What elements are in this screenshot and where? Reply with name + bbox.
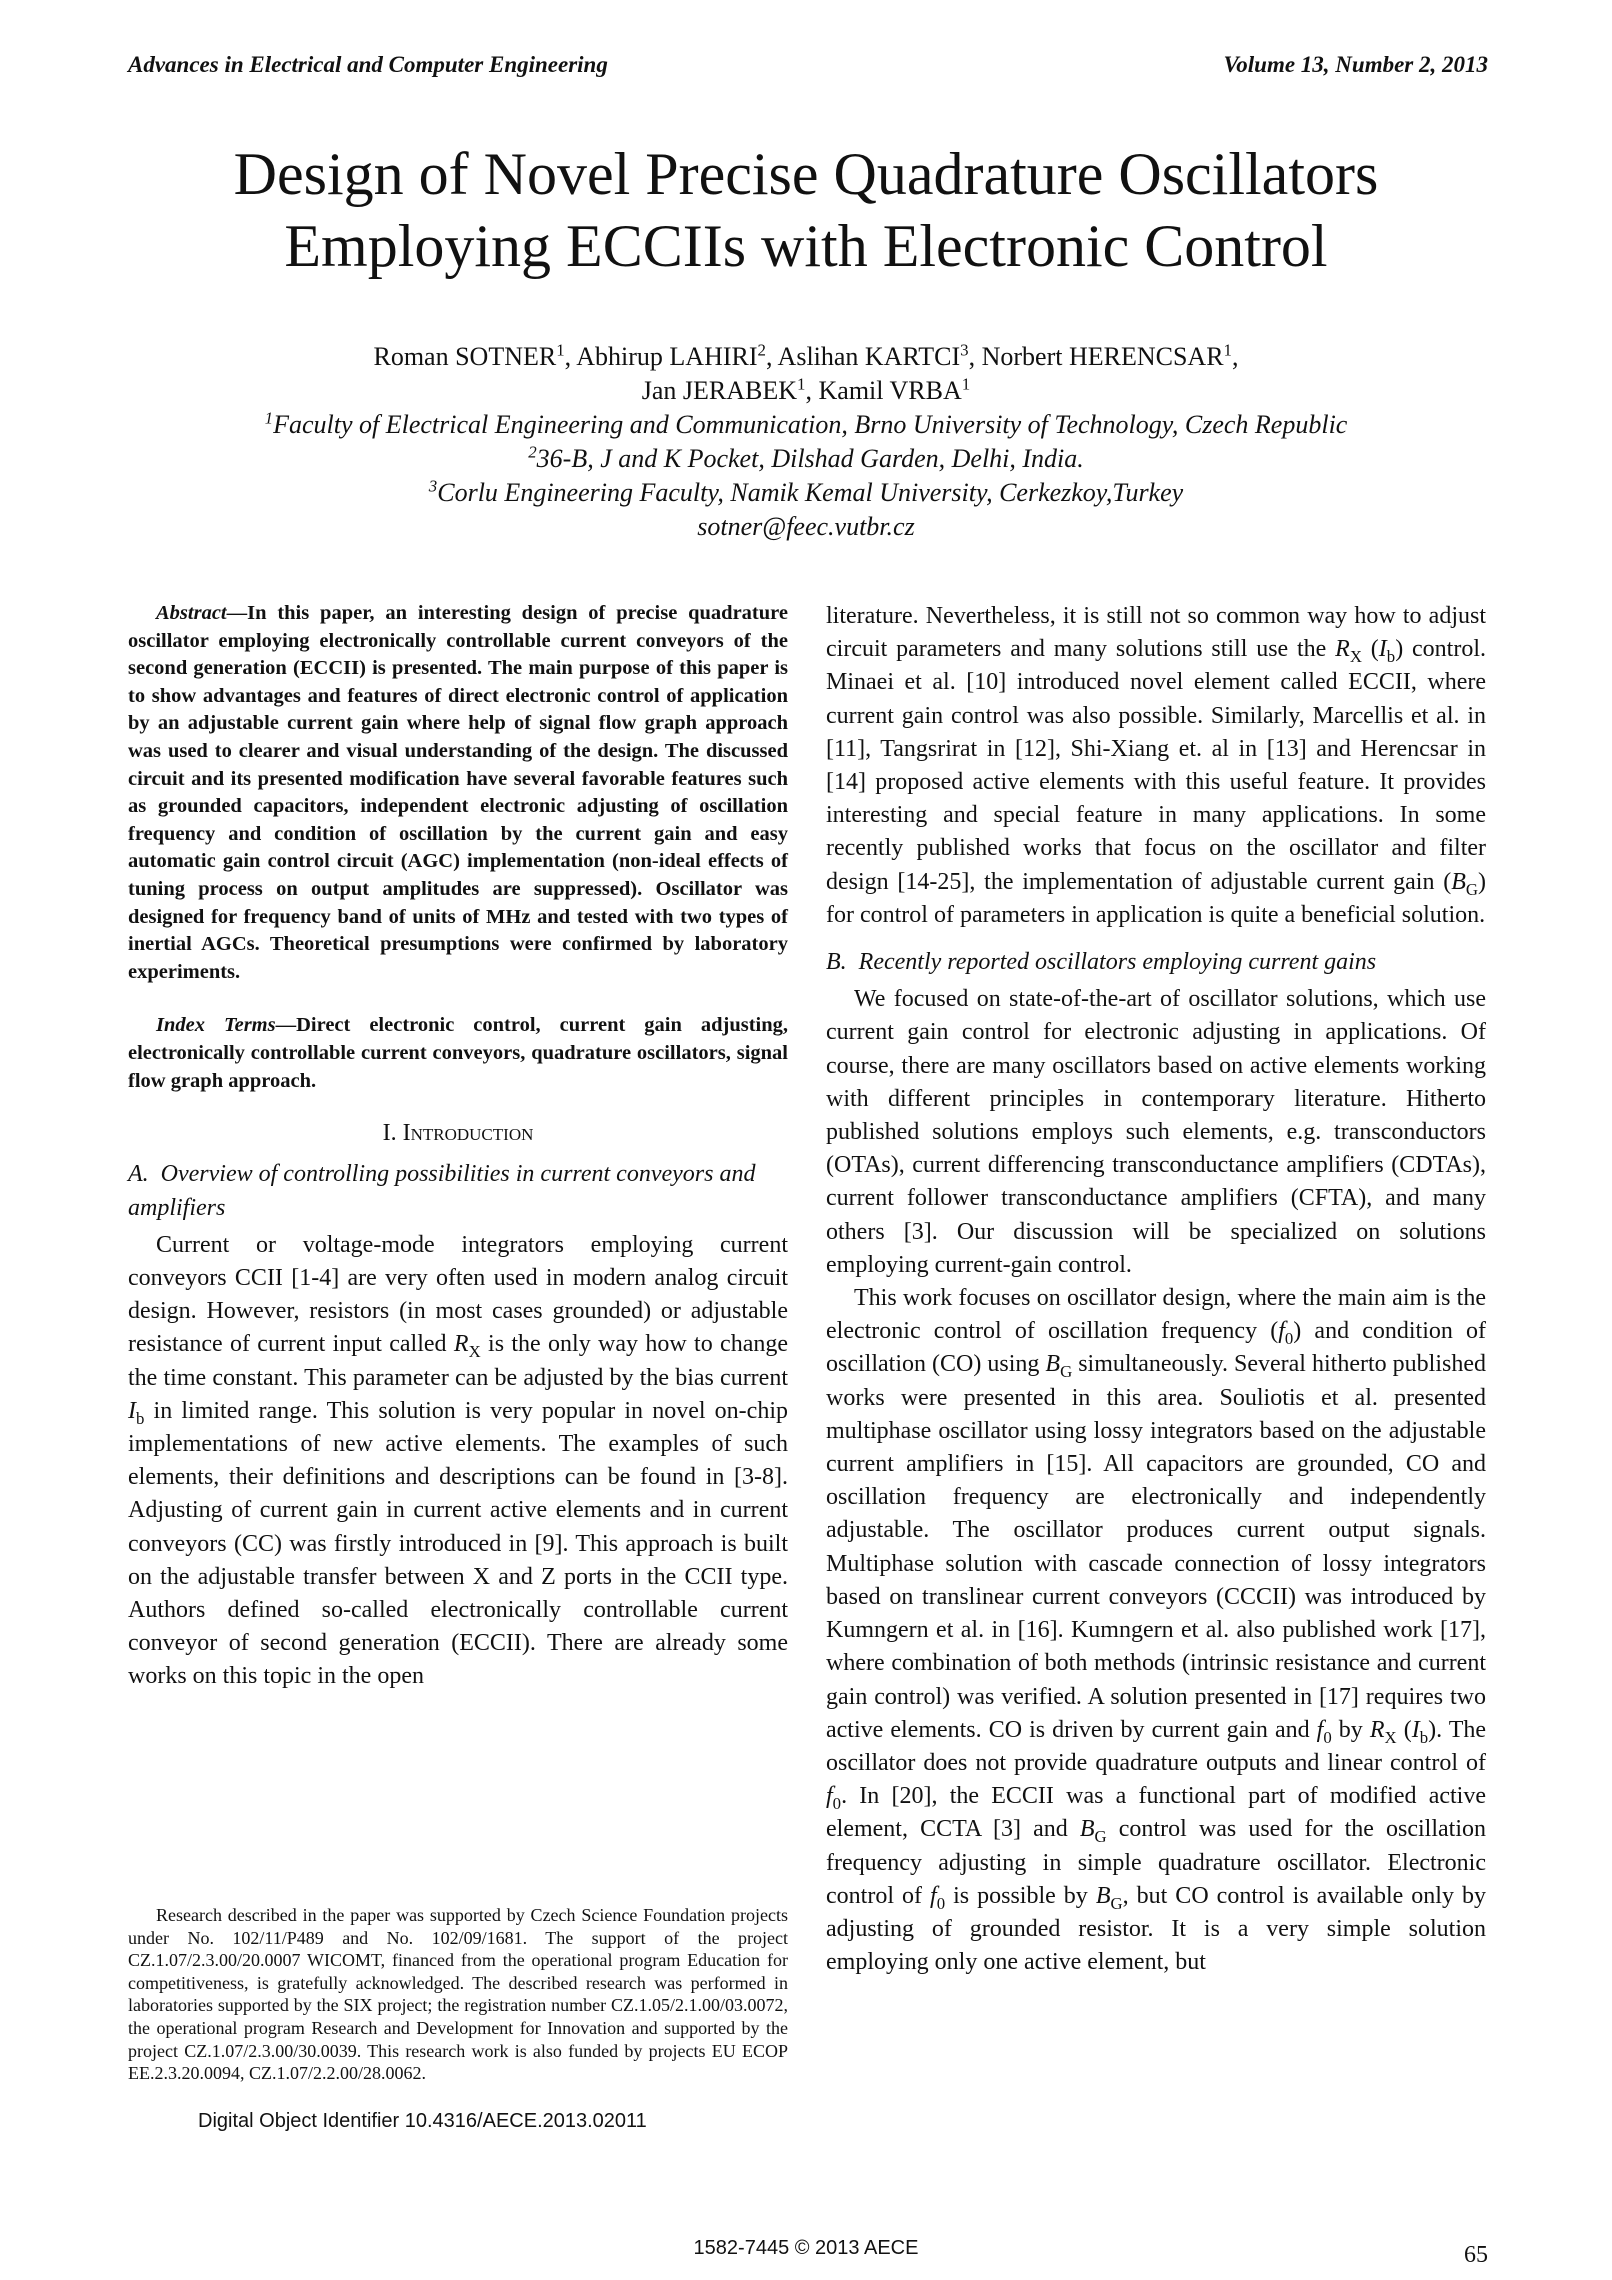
abstract: [128, 600, 788, 986]
abstract-label: Abstract: [156, 602, 227, 624]
volume-info: Volume 13, Number 2, 2013: [1223, 52, 1488, 77]
paragraph: We focused on state-of-the-art of oscillator solutions, which use current gain control for electronic adjusting in applications. Of course, there are many oscillators based on active elements working with different principles in contemporary literature. Hitherto published solutions employs such elements, e.g. transconductors (OTAs), current differencing transconductance amplifiers (CDTAs), current follower transconductance amplifiers (CFTA), and many others [3]. Our discussion will be specialized on solutions employing current-gain control.: [826, 986, 1486, 1278]
author: Kamil VRBA: [818, 376, 962, 405]
paper-title: [100, 138, 1512, 282]
issn-copyright: 1582-7445 © 2013 AECE: [693, 2237, 919, 2259]
author: Abhirup LAHIRI: [576, 342, 758, 371]
doi: Digital Object Identifier 10.4316/AECE.2013.02011: [198, 2110, 647, 2132]
author-list: [100, 340, 1512, 408]
contact-email: sotner@feec.vutbr.cz: [697, 512, 915, 541]
author-line-2: Jan JERABEK$^1$, Kamil VRBA$^1$: [641, 374, 971, 405]
author-affil-mark: 1: [797, 374, 806, 394]
index-terms-text: —Direct electronic control, current gain adjusting, electronically controllable current conveyors, quadrature oscillators, signal flow graph approach.: [128, 1014, 788, 1092]
paragraph: literature. Nevertheless, it is still not so common way how to adjust circuit parameters and many solutions still use the $R_X$ $(I_b)$ control. Minaei et al. [10] introduced novel element called ECCII, where current gain control was also possible. Similarly, Marcellis et al. in [11], Tangsrirat in [12], Shi-Xiang et. al in [13] and Herencsar in [14] proposed active elements with this useful feature. It provides interesting and special feature in many applications. In some recently published works that focus on the oscillator and filter design [14-25], the implementation of adjustable current gain $(B_G)$ for control of parameters in application is quite a beneficial solution.: [826, 603, 1486, 928]
title-line-2: Employing ECCIIs with Electronic Control: [284, 213, 1328, 279]
paragraph: This work focuses on oscillator design, where the main aim is the electronic control of oscillation frequency $(f_0)$ and condition of oscillation (CO) using $B_G$ simultaneously. Several hitherto published works were presented in this area. Souliotis et al. presented multiphase oscillator using lossy integrators based on the adjustable current amplifiers in [15]. All capacitors are grounded, CO and oscillation frequency are electronically and independently adjustable. The oscillator produces current output signals. Multiphase solution with cascade connection of lossy integrators based on translinear current conveyors (CCCII) was introduced by Kumngern et al. in [16]. Kumngern et al. also published work [17], where combination of both methods (intrinsic resistance and current gain control) was verified. A solution presented in [17] requires two active elements. CO is driven by current gain and $f_0$ by $R_X$ $(I_b)$. The oscillator does not provide quadrature outputs and linear control of $f_0$. In [20], the ECCII was a functional part of modified active element, CCTA [3] and $B_G$ control was used for the oscillation frequency adjusting in simple quadrature oscillator. Electronic control of $f_0$ is possible by $B_G$, but CO control is available only by adjusting of grounded resistor. It is a very simple solution employing only one active element, but: [826, 1285, 1487, 1976]
section-title: Introduction: [402, 1120, 534, 1147]
author-affil-mark: 1: [556, 340, 565, 360]
paragraph: Current or voltage-mode integrators employing current conveyors CCII [1-4] are very often used in modern analog circuit design. However, resistors (in most cases grounded) or adjustable resistance of current input called $R_X$ is the only way how to change the time constant. This parameter can be adjusted by the bias current $I_b$ in limited range. This solution is very popular in novel on-chip implementations of new active elements. The examples of such elements, their definitions and descriptions can be found in [3-8]. Adjusting of current gain in current active elements and in current conveyors (CC) was firstly introduced in [9]. This approach is built on the adjustable transfer between X and Z ports in the CCII type. Authors defined so-called electronically controllable current conveyor of second generation (ECCII). There are already some works on this topic in the open: [128, 1231, 788, 1690]
subsection-heading: B. Recently reported oscillators employing current gains: [826, 949, 1377, 976]
index-terms-label: Index Terms: [156, 1014, 276, 1037]
right-column: [826, 600, 1486, 1979]
title-line-1: Design of Novel Precise Quadrature Oscillators: [233, 141, 1379, 207]
left-column: [128, 600, 788, 1694]
subsection-title: Overview of controlling possibilities in current conveyors and amplifiers: [128, 1161, 756, 1221]
affiliation-1: $^1$Faculty of Electrical Engineering and Communication, Brno University of Technology, Czech Republic: [264, 408, 1348, 439]
author: Norbert HERENCSAR: [981, 342, 1224, 371]
page-number: 65: [1464, 2242, 1488, 2268]
subsection-heading: A. Overview of controlling possibilities in current conveyors and amplifiers: [128, 1161, 756, 1221]
subsection-title: Recently reported oscillators employing current gains: [858, 949, 1377, 976]
author: Jan JERABEK: [641, 376, 798, 405]
abstract-text: —In this paper, an interesting design of precise quadrature oscillator employing electronically controllable current conveyors of the second generation (ECCII) is presented. The main purpose of this paper is to show advantages and features of direct electronic control of application by an adjustable current gain where help of signal flow graph approach was used to clearer and visual understanding of the design. The discussed circuit and its presented modification have several favorable features such as grounded capacitors, independent electronic adjusting of oscillation frequency and condition of oscillation by the current gain and easy automatic gain control circuit (AGC) implementation (non-ideal effects of tuning process on output amplitudes are suppressed). Oscillator was designed for frequency band of units of MHz and tested with two types of inertial AGCs. Theoretical presumptions were confirmed by laboratory experiments.: [128, 602, 788, 983]
affiliation-2: $^2$36-B, J and K Pocket, Dilshad Garden, Delhi, India.: [528, 442, 1084, 473]
author-affil-mark: 3: [960, 340, 969, 360]
index-terms: [128, 1012, 788, 1095]
author-affil-mark: 1: [1223, 340, 1232, 360]
author-line-1: Roman SOTNER$^1$, Abhirup LAHIRI$^2$, Aslihan KARTCI$^3$, Norbert HERENCSAR$^1$,: [373, 340, 1239, 371]
author: Aslihan KARTCI: [777, 342, 961, 371]
author-affil-mark: 1: [961, 374, 971, 394]
section-heading: I. Introduction: [382, 1120, 534, 1147]
author: Roman SOTNER: [373, 342, 557, 371]
funding-footnote: Research described in the paper was supported by Czech Science Foundation projects under No. 102/11/P489 and No. 102/09/1681. The support of the project CZ.1.07/2.3.00/20.0007 WICOMT, financed from the operational program Education for competitiveness, is gratefully acknowledged. The described research was performed in laboratories supported by the SIX project; the registration number CZ.1.05/2.1.00/03.0072, the operational program Research and Development for Innovation and supported by the project CZ.1.07/2.3.00/30.0039. This research work is also funded by projects EU ECOP EE.2.3.20.0094, CZ.1.07/2.2.00/28.0062.: [128, 1905, 788, 2084]
affiliation-3: $^3$Corlu Engineering Faculty, Namik Kemal University, Cerkezkoy,Turkey: [428, 476, 1184, 507]
journal-name: Advances in Electrical and Computer Engineering: [128, 52, 608, 77]
author-affil-mark: 2: [757, 340, 766, 360]
affiliations: [100, 408, 1512, 544]
